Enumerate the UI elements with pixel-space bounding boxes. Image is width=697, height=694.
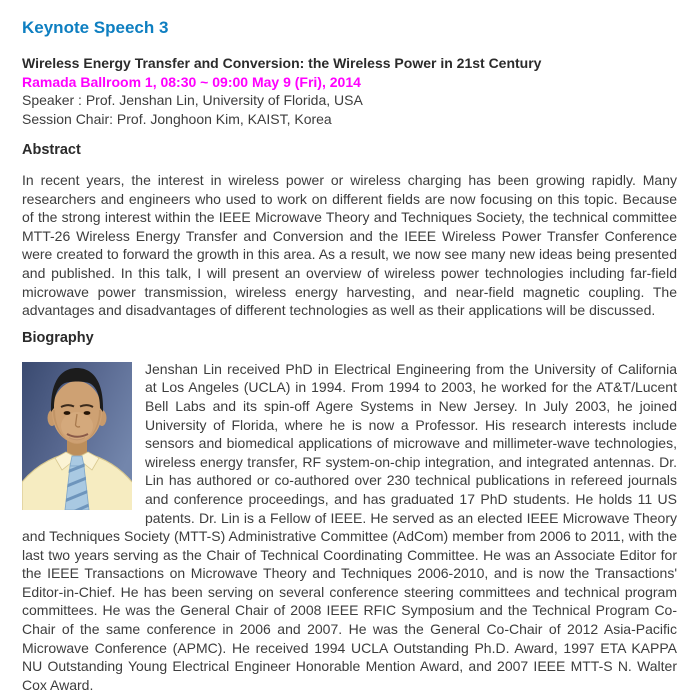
biography-text: Jenshan Lin received PhD in Electrical Engineering from the University of California at Los Angeles (UCLA) in 1994. From 1994 to 2003, he worked for the AT&T/Lucent Bell Labs and its spin-off Agere Systems in New Jersey. In July 2003, he joined University of Florida, where he is now a Professor. His research interests include sensors and biomedical applications of microwave and millimeter-wave technologies, wireless energy transfer, RF system-on-chip integration, and integrated antennas. Dr. Lin has authored or co-authored over 230 technical publications in refereed journals and conference proceedings, and has graduated 17 PhD students. He holds 11 US patents. Dr. Lin is a Fellow of IEEE. He served as an elected IEEE Microwave Theory and Techniques Society (MTT-S) Administrative Committee (AdCom) member from 2006 to 2011, with the last two years serving as the Chair of Technical Coordinating Committee. He was an Associate Editor for the IEEE Transactions on Microwave Theory and Techniques 2006-2010, and is now the Transactions' Editor-in-Chief. He has been serving on several conference steering committees and technical program committees. He was the General Chair of 2008 IEEE RFIC Symposium and the Technical Program Co-Chair of the same conference in 2006 and 2007. He was the General Co-Chair of 2012 Asia-Pacific Microwave Conference (APMC). He received 1994 UCLA Outstanding Ph.D. Award, 1997 ETA KAPPA NU Outstanding Young Electrical Engineer Honorable Mention Award, and 2007 IEEE MTT-S N. Walter Cox Award.	[22, 360, 677, 693]
eye-right	[84, 411, 91, 415]
schedule-line: Ramada Ballroom 1, 08:30 ~ 09:00 May 9 (Fri), 2014	[22, 73, 361, 90]
speaker-portrait-image	[22, 362, 132, 510]
eye-left	[64, 411, 71, 415]
biography-section	[22, 360, 677, 694]
abstract-text: In recent years, the interest in wireless power or wireless charging has been growing rapidly. Many researchers and engineers who used to work on different fields are now focusing on this topic. Because of the strong interest within the IEEE Microwave Theory and Techniques Society, the technical committee MTT-26 Wireless Energy Transfer and Conversion and the IEEE Wireless Power Transfer Conference were created to forward the growth in this area. As a result, we now see many new ideas being presented and published. In this talk, I will present an overview of wireless power technologies including far-field microwave power transmission, wireless energy harvesting, and near-field magnetic coupling. The advantages and disadvantages of different technologies as well as their applications will be discussed.	[22, 172, 677, 319]
session-chair-line: Session Chair: Prof. Jonghoon Kim, KAIST, Korea	[22, 110, 332, 127]
session-info	[22, 54, 677, 128]
speaker-photo	[22, 362, 132, 510]
biography-heading: Biography	[22, 329, 94, 346]
talk-title: Wireless Energy Transfer and Conversion: the Wireless Power in 21st Century	[22, 55, 542, 71]
speaker-line: Speaker : Prof. Jenshan Lin, University of Florida, USA	[22, 92, 363, 108]
abstract-heading: Abstract	[22, 142, 81, 158]
page-title: Keynote Speech 3	[22, 18, 169, 37]
